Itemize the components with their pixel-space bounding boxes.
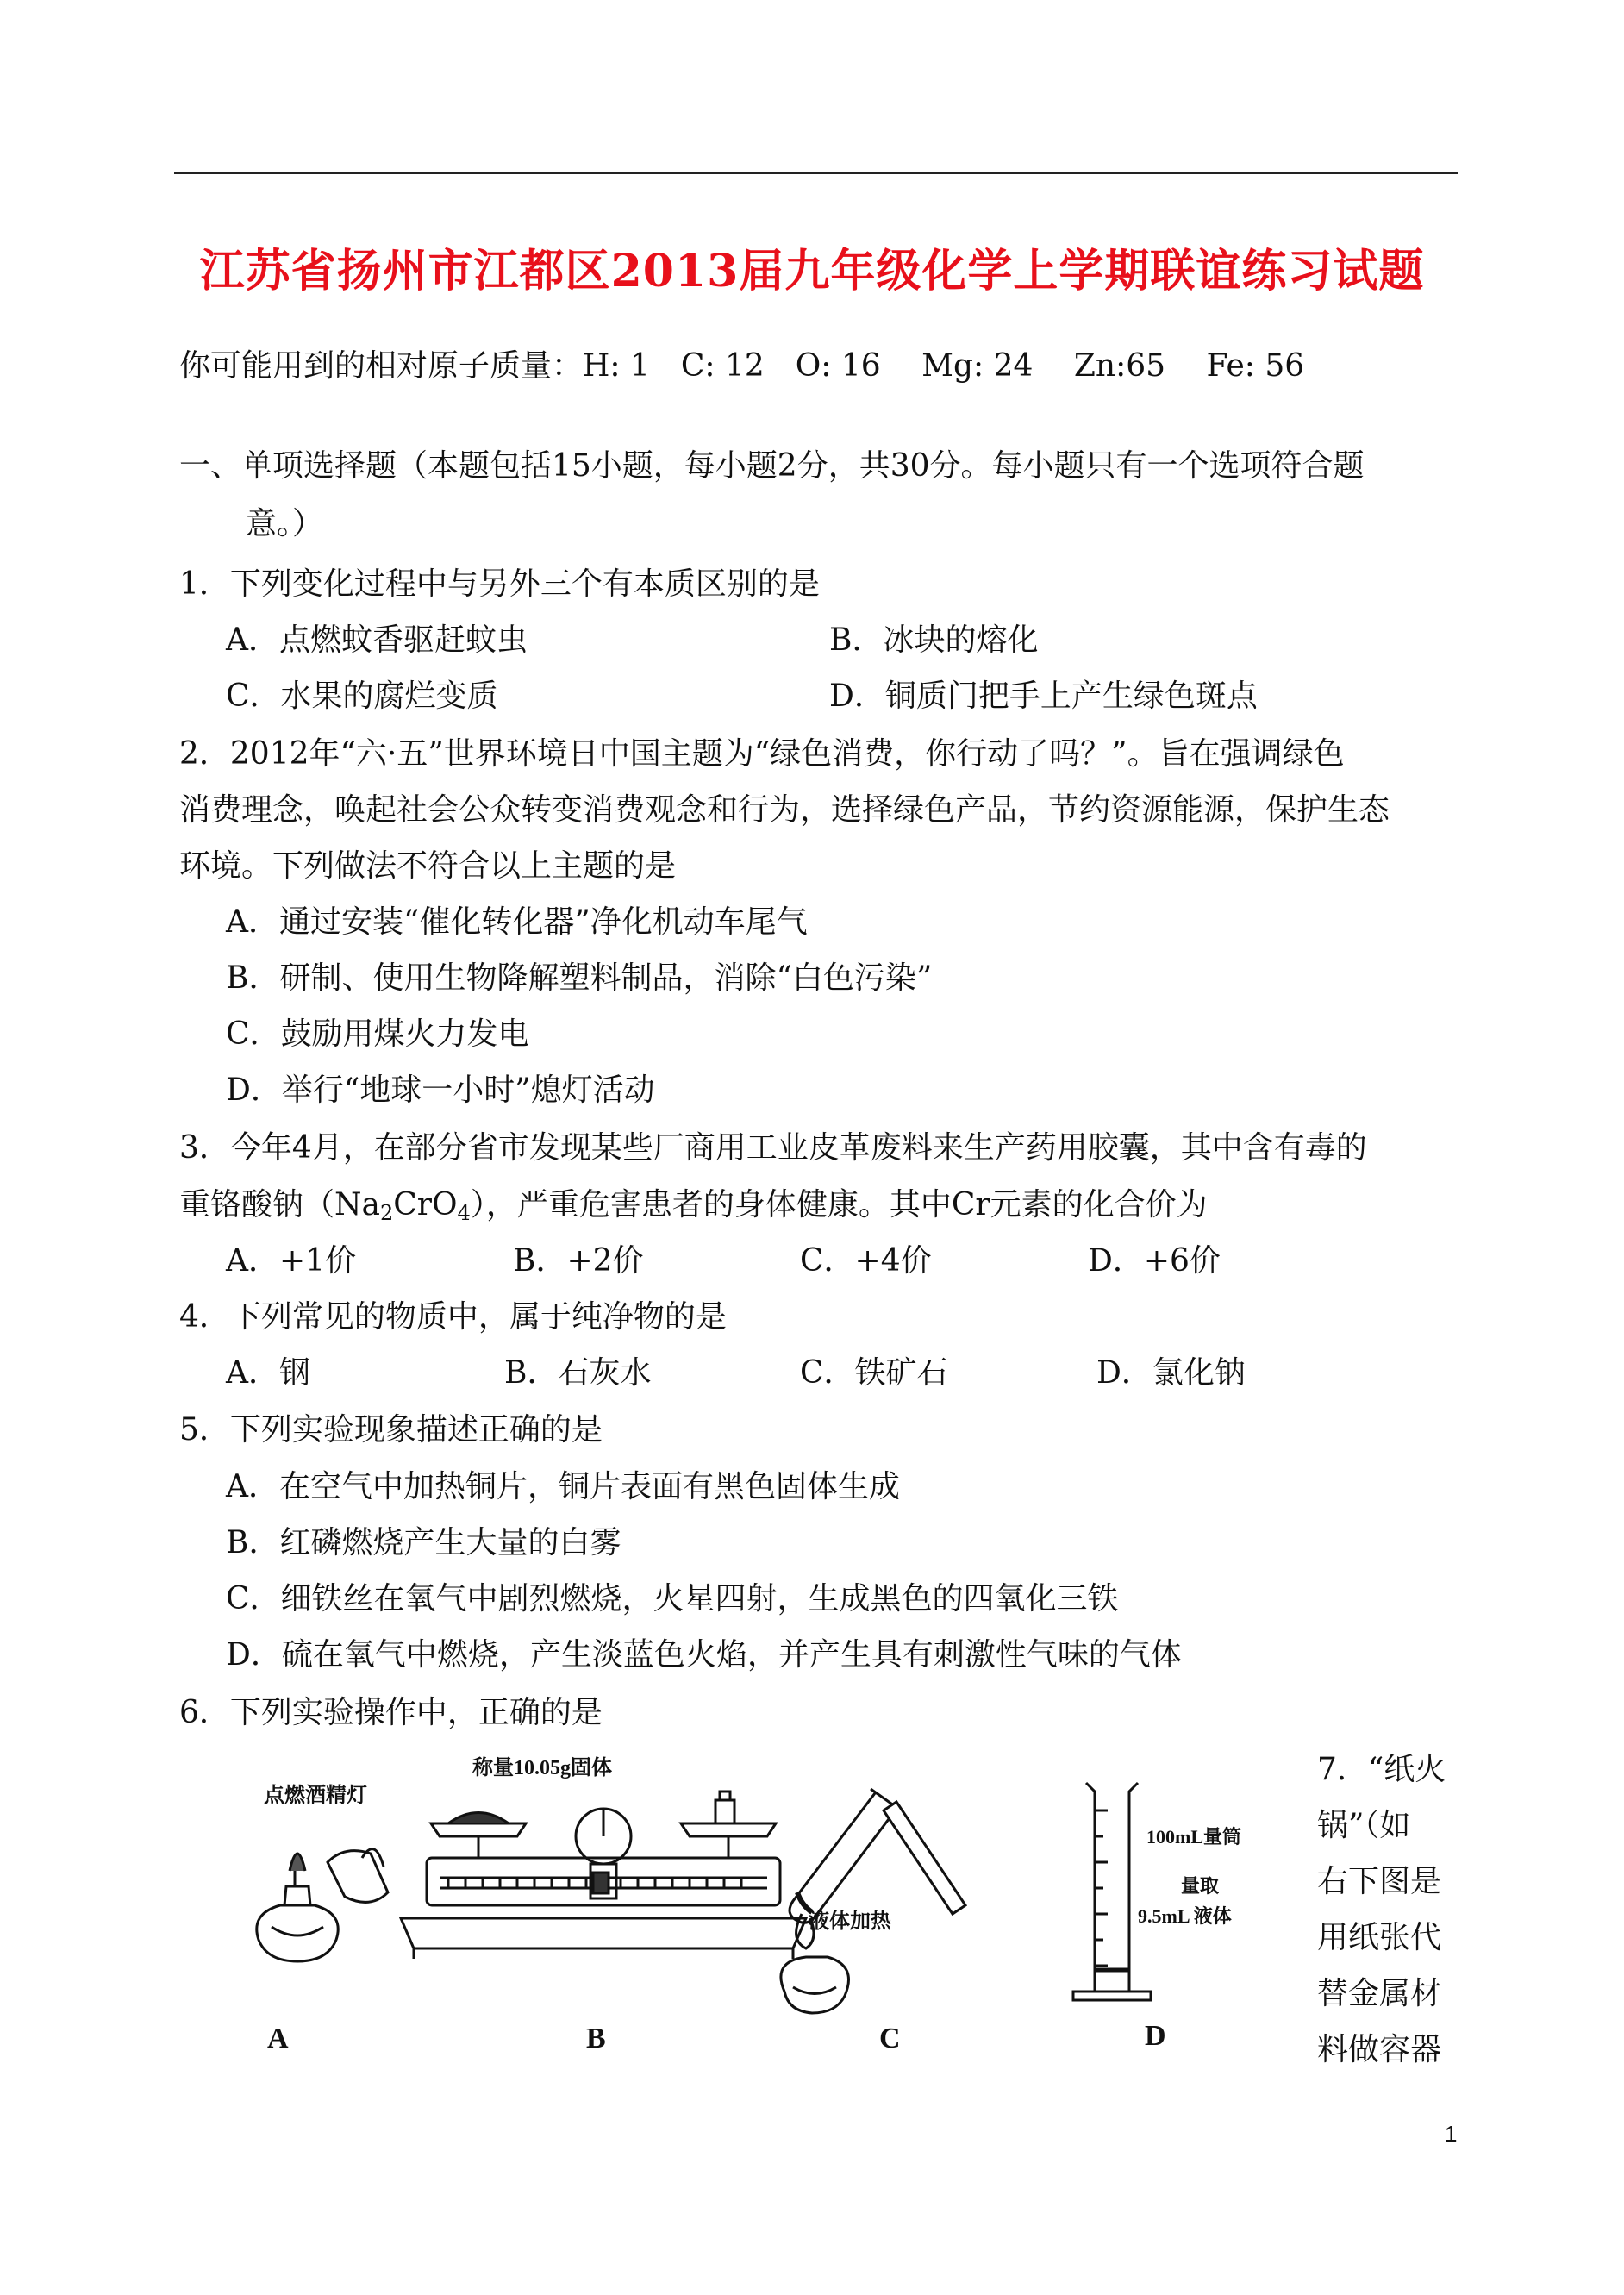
q3-option-d: D．+6价 xyxy=(1088,1243,1221,1279)
q6-figure xyxy=(233,1742,1302,2069)
q5-option-b: B．红磷燃烧产生大量的白雾 xyxy=(226,1525,621,1560)
q1-option-d: D．铜质门把手上产生绿色斑点 xyxy=(829,678,1258,714)
q7-line3: 右下图是 xyxy=(1317,1864,1442,1899)
q3-option-c: C．+4价 xyxy=(800,1243,932,1279)
q2-line1: 2．2012年“六·五”世界环境日中国主题为“绿色消费，你行动了吗？”。旨在强调绿色 xyxy=(179,736,1345,772)
balance-scale-icon xyxy=(401,1792,806,1959)
test-tube-heating-icon xyxy=(781,1789,965,2013)
q4-option-c: C．铁矿石 xyxy=(800,1355,948,1391)
q1-option-c: C．水果的腐烂变质 xyxy=(226,678,498,714)
q3-option-a: A．+1价 xyxy=(226,1243,357,1279)
q5-option-d: D．硫在氧气中燃烧，产生淡蓝色火焰，并产生具有刺激性气味的气体 xyxy=(226,1637,1182,1673)
q5-stem: 5．下列实验现象描述正确的是 xyxy=(179,1412,603,1448)
figure-letter-c: C xyxy=(879,2023,901,2054)
q7-line5: 替金属材 xyxy=(1317,1976,1442,2011)
q2-line2: 消费理念，唤起社会公众转变消费观念和行为，选择绿色产品，节约资源能源，保护生态 xyxy=(179,792,1390,828)
q7-line6: 料做容器 xyxy=(1317,2032,1442,2067)
section1-heading: 一、单项选择题（本题包括15小题，每小题2分，共30分。每小题只有一个选项符合题 xyxy=(179,448,1365,484)
figure-label-a: 点燃酒精灯 xyxy=(264,1785,367,1807)
q4-option-d: D．氯化钠 xyxy=(1096,1355,1246,1391)
section1-heading-cont: 意。） xyxy=(246,506,324,541)
q6-stem: 6．下列实验操作中，正确的是 xyxy=(179,1695,603,1730)
figure-label-d-measure: 量取 xyxy=(1181,1875,1220,1897)
q7-line2: 锅”（如 xyxy=(1317,1808,1411,1843)
q5-option-a: A．在空气中加热铜片，铜片表面有黑色固体生成 xyxy=(226,1469,900,1504)
figure-label-c: 液体加热 xyxy=(809,1910,891,1933)
atomic-masses: 你可能用到的相对原子质量：H: 1 C: 12 O: 16 Mg: 24 Zn:65 Fe: 56 xyxy=(179,348,1305,384)
q2-option-c: C．鼓励用煤火力发电 xyxy=(226,1016,529,1052)
figure-letter-d: D xyxy=(1145,2020,1166,2052)
graduated-cylinder-icon xyxy=(1073,1783,1151,2000)
exam-title: 江苏省扬州市江都区2013届九年级化学上学期联谊练习试题 xyxy=(199,245,1425,297)
q7-line1: 7．“纸火 xyxy=(1317,1752,1446,1787)
header-rule xyxy=(174,172,1458,174)
q2-option-a: A．通过安装“催化转化器”净化机动车尾气 xyxy=(226,904,808,940)
q1-option-b: B．冰块的熔化 xyxy=(829,622,1039,658)
q1-stem: 1．下列变化过程中与另外三个有本质区别的是 xyxy=(179,566,820,602)
q3-line1: 3．今年4月，在部分省市发现某些厂商用工业皮革废料来生产药用胶囊，其中含有毒的 xyxy=(179,1130,1367,1166)
q4-stem: 4．下列常见的物质中，属于纯净物的是 xyxy=(179,1299,727,1335)
q2-option-b: B．研制、使用生物降解塑料制品，消除“白色污染” xyxy=(226,960,933,996)
q2-option-d: D．举行“地球一小时”熄灯活动 xyxy=(226,1072,655,1108)
q4-option-a: A．钢 xyxy=(226,1355,310,1391)
q7-line4: 用纸张代 xyxy=(1317,1920,1442,1955)
figure-label-b: 称量10.05g固体 xyxy=(472,1757,612,1779)
lab-operations-illustration xyxy=(233,1742,1302,2069)
figure-label-d-volume: 9.5mL 液体 xyxy=(1138,1905,1232,1927)
figure-letter-a: A xyxy=(267,2023,289,2054)
alcohol-lamp-icon xyxy=(257,1849,388,1961)
q4-option-b: B．石灰水 xyxy=(504,1355,652,1391)
figure-letter-b: B xyxy=(586,2023,606,2054)
page-number: 1 xyxy=(1445,2121,1458,2147)
q1-option-a: A．点燃蚊香驱赶蚊虫 xyxy=(226,622,528,658)
q3-line2: 重铬酸钠$(Na_2CrO_4)$，严重危害患者的身体健康。其中Cr元素的化合价为 xyxy=(179,1187,1208,1225)
figure-label-d-cylinder: 100mL量筒 xyxy=(1146,1826,1242,1848)
q2-line3: 环境。下列做法不符合以上主题的是 xyxy=(179,848,677,884)
q5-option-c: C．细铁丝在氧气中剧烈燃烧，火星四射，生成黑色的四氧化三铁 xyxy=(226,1581,1119,1617)
q3-option-b: B．+2价 xyxy=(513,1243,644,1279)
